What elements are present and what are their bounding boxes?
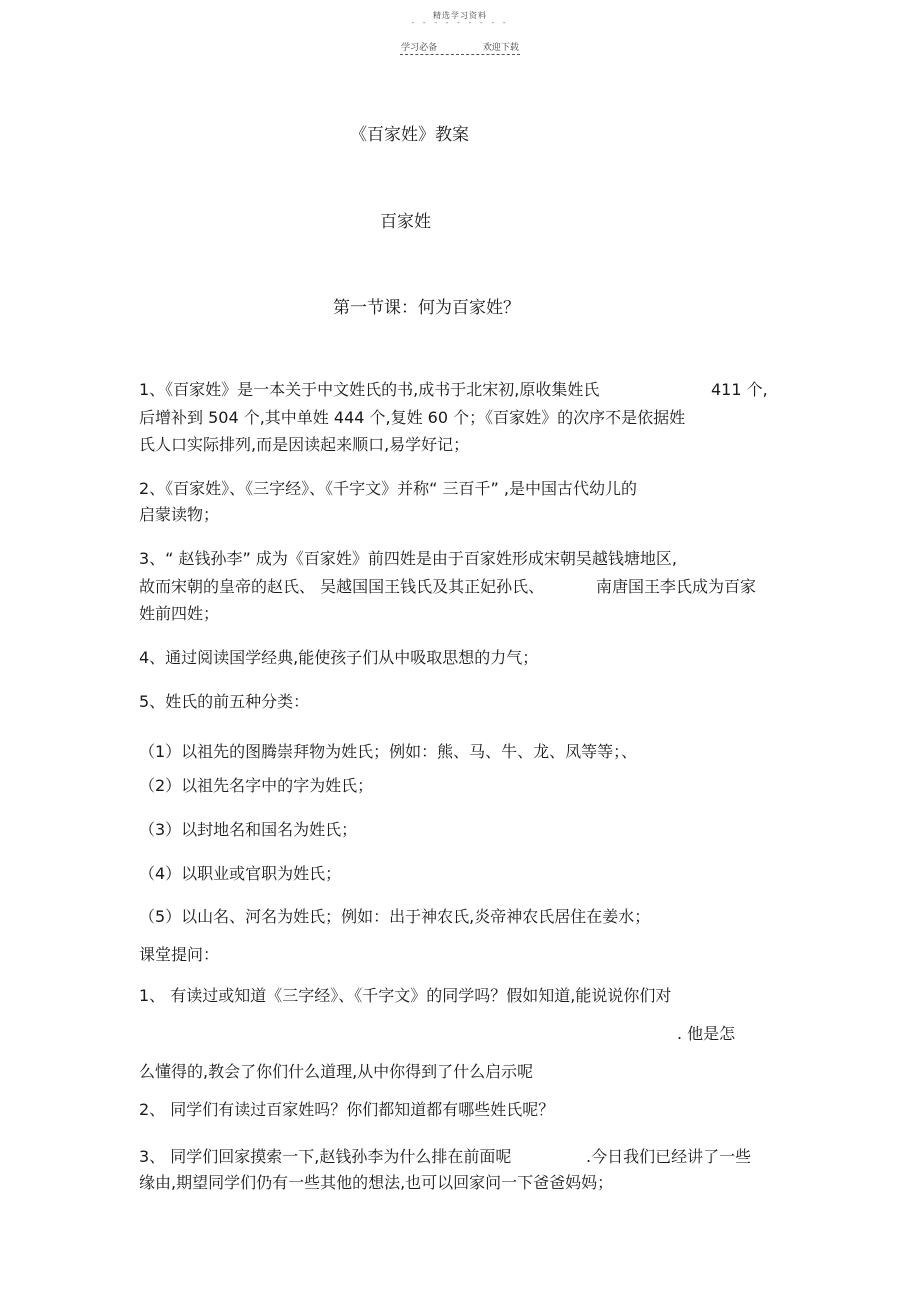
page-header-right: 欢迎下载 (482, 43, 519, 53)
q1-line3: 么懂得的,教会了你们什么道理,从中你得到了什么启示呢 (139, 1062, 534, 1081)
p1-line2: 后增补到 504 个,其中单姓 444 个,复姓 60 个；《百家姓》的次序不是依据姓 (139, 408, 686, 427)
class-item-3: （3）以封地名和国名为姓氏； (139, 820, 358, 839)
class-item-2: （2）以祖先名字中的字为姓氏； (139, 776, 374, 795)
document-title: 《百家姓》教案 (350, 125, 469, 145)
q2-line: 2、 同学们有读过百家姓吗？你们都知道都有哪些姓氏呢？ (139, 1100, 555, 1119)
p3-line2b: 南唐国王李氏成为百家 (596, 577, 757, 596)
p5-line: 5、姓氏的前五种分类： (139, 692, 310, 711)
page-header-dashes: - - - - - - - - - (411, 18, 509, 27)
q1-line1: 1、 有读过或知道《三字经》、《千字文》的同学吗？假如知道,能说说你们对 (139, 986, 672, 1005)
q1-line2: . 他是怎 (677, 1024, 736, 1043)
header-divider (400, 54, 520, 55)
p3-line3: 姓前四姓； (139, 604, 220, 623)
p2-line1: 2、《百家姓》、《三字经》、《千字文》并称“ 三百千” ,是中国古代幼儿的 (139, 479, 638, 498)
p4-line: 4、通过阅读国学经典,能使孩子们从中吸取思想的力气； (139, 648, 539, 667)
q3-line1b: .今日我们已经讲了一些 (586, 1147, 752, 1166)
page-header-top: 精选学习资料 (433, 11, 487, 20)
page-header-left: 学习必备 (401, 43, 438, 53)
p1-line1a: 1、《百家姓》是一本关于中文姓氏的书,成书于北宋初,原收集姓氏 (139, 380, 600, 399)
q3-line1a: 3、 同学们回家摸索一下,赵钱孙李为什么排在前面呢 (139, 1147, 512, 1166)
class-item-1: （1）以祖先的图腾崇拜物为姓氏；例如：熊、马、牛、龙、凤等等；、 (139, 742, 638, 761)
class-item-5: （5）以山名、河名为姓氏；例如：出于神农氏,炎帝神农氏居住在姜水； (139, 907, 651, 926)
p3-line2a: 故而宋朝的皇帝的赵氏、 吴越国国王钱氏及其正妃孙氏、 (139, 577, 545, 596)
questions-label: 课堂提问： (139, 945, 220, 964)
p2-line2: 启蒙读物； (139, 505, 220, 524)
class-item-4: （4）以职业或官职为姓氏； (139, 864, 342, 883)
lesson-title: 第一节课：何为百家姓？ (333, 298, 520, 318)
document-subtitle: 百家姓 (380, 212, 431, 232)
q3-line2: 缘由,期望同学们仍有一些其他的想法,也可以回家问一下爸爸妈妈； (139, 1173, 614, 1192)
p1-line1b: 411 个, (711, 380, 768, 399)
p3-line1: 3、“ 赵钱孙李” 成为《百家姓》前四姓是由于百家姓形成宋朝吴越钱塘地区, (139, 549, 678, 568)
page-header-sub (0, 40, 920, 53)
p1-line3: 氏人口实际排列,而是因读起来顺口,易学好记； (139, 435, 470, 454)
